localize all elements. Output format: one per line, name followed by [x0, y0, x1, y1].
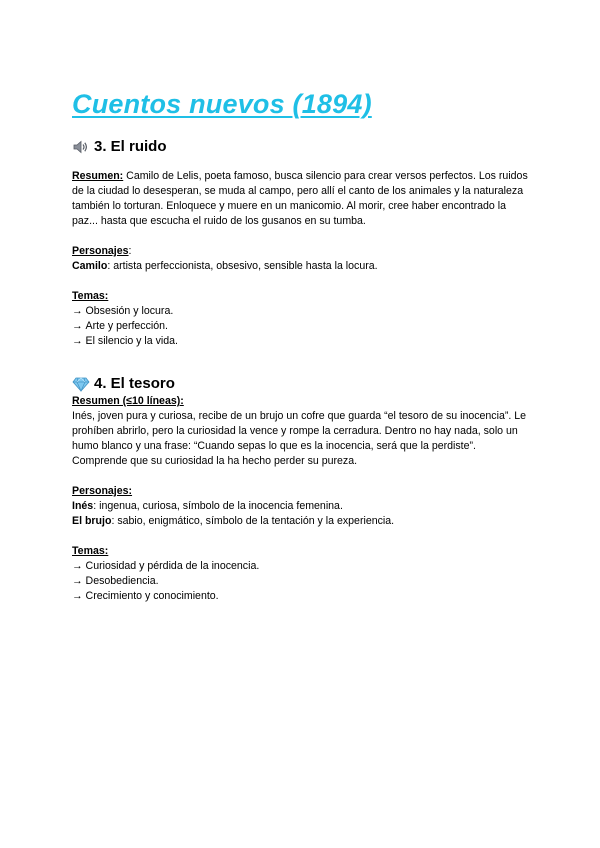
section-el-tesoro [72, 375, 532, 604]
list-item: → Arte y perfección. [72, 319, 532, 334]
themes-label: Temas: [72, 545, 109, 557]
characters-heading [72, 244, 532, 259]
list-item: → Crecimiento y conocimiento. [72, 589, 532, 604]
list-item: → Curiosidad y pérdida de la inocencia. [72, 559, 532, 574]
section-title: 4. El tesoro [94, 375, 175, 392]
document-title: Cuentos nuevos (1894) [72, 89, 372, 119]
character-line [72, 499, 532, 514]
themes-list [72, 559, 532, 604]
document-page [72, 88, 532, 604]
summary-label: Resumen: [72, 170, 124, 182]
characters-label: Personajes: [72, 485, 133, 497]
speaker-icon [72, 139, 90, 155]
section-heading [72, 375, 532, 393]
character-name: Camilo [72, 260, 108, 272]
character-description: : ingenua, curiosa, símbolo de la inocencia femenina. [93, 500, 343, 512]
themes-list [72, 304, 532, 349]
section-heading [72, 138, 532, 156]
characters-colon: : [128, 245, 132, 257]
themes-heading [72, 289, 532, 304]
section-title: 3. El ruido [94, 138, 167, 155]
gem-icon [72, 376, 90, 392]
character-name: Inés [72, 500, 94, 512]
characters-label: Personajes [72, 245, 129, 257]
themes-heading [72, 544, 532, 559]
section-el-ruido [72, 138, 532, 349]
list-item: → Desobediencia. [72, 574, 532, 589]
summary-paragraph [72, 169, 532, 229]
themes-label: Temas: [72, 290, 109, 302]
character-description: : artista perfeccionista, obsesivo, sensible hasta la locura. [107, 260, 378, 272]
summary-paragraph: Inés, joven pura y curiosa, recibe de un brujo un cofre que guarda “el tesoro de su inocencia”. Le prohíben abrirlo, pero la curiosidad la vence y rompe la cerradura. Dentro no hay nada, solo un humo blanco y una frase: “Cuando sepas lo que es la inocencia, será que la perdiste”. Comprende que su curiosidad la ha hecho perder su pureza. [72, 410, 527, 467]
character-line [72, 514, 532, 529]
character-line [72, 259, 532, 274]
characters-heading [72, 484, 532, 499]
list-item: → El silencio y la vida. [72, 334, 532, 349]
summary-label: Resumen (≤10 líneas): [72, 395, 184, 407]
list-item: → Obsesión y locura. [72, 304, 532, 319]
character-name: El brujo [72, 515, 112, 527]
character-description: : sabio, enigmático, símbolo de la tentación y la experiencia. [111, 515, 395, 527]
summary-heading [72, 394, 532, 409]
summary-text: Camilo de Lelis, poeta famoso, busca silencio para crear versos perfectos. Los ruidos de la ciudad lo desesperan, se muda al campo, pero allí el canto de los animales y la naturaleza también lo torturan. Enloquece y muere en un manicomio. Al morir, cree haber encontrado la paz... hasta que escucha el ruido de los gusanos en su tumba. [72, 170, 528, 227]
